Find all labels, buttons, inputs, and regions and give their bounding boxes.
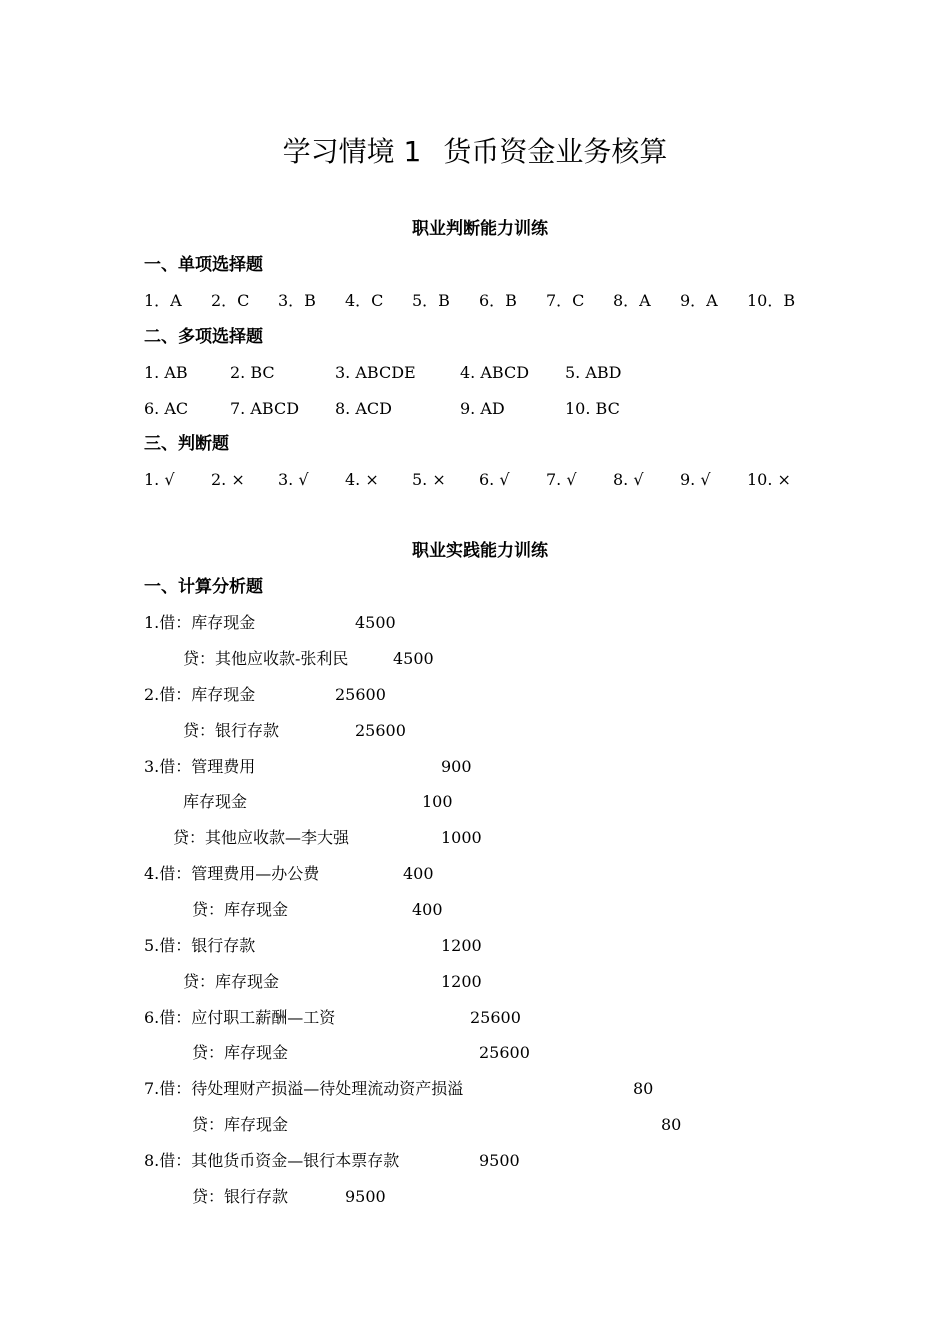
- answer-item: 4. ×: [345, 470, 379, 489]
- single-choice-answers: [0, 289, 950, 313]
- journal-entry: [0, 862, 950, 886]
- journal-entry: [0, 934, 950, 958]
- entry-label: 5.借：银行存款: [144, 936, 256, 955]
- entry-amount: 25600: [335, 685, 386, 704]
- entry-amount: 80: [661, 1115, 682, 1134]
- answer-item: 9．A: [680, 291, 718, 310]
- journal-entry: [0, 1185, 950, 1209]
- journal-entry: [0, 1077, 950, 1101]
- entry-label: 贷：库存现金: [183, 972, 280, 991]
- journal-entry: [0, 647, 950, 671]
- entry-amount: 1200: [441, 936, 482, 955]
- answer-item: 5. ×: [412, 470, 446, 489]
- entry-amount: 1000: [441, 828, 482, 847]
- journal-entry: [0, 719, 950, 743]
- entry-amount: 25600: [470, 1008, 521, 1027]
- answer-item: 8. ACD: [335, 399, 392, 418]
- journal-entry: [0, 1041, 950, 1065]
- entry-label: 8.借：其他货币资金—银行本票存款: [144, 1151, 400, 1170]
- answer-item: 7．C: [546, 291, 585, 310]
- journal-entry: [0, 1006, 950, 1030]
- answer-item: 9. AD: [460, 399, 505, 418]
- answer-item: 2. BC: [230, 363, 275, 382]
- answer-item: 8. √: [613, 470, 644, 489]
- answer-item: 8．A: [613, 291, 651, 310]
- entry-amount: 80: [633, 1079, 654, 1098]
- entry-amount: 9500: [345, 1187, 386, 1206]
- journal-entry: [0, 683, 950, 707]
- entry-label: 库存现金: [183, 792, 248, 811]
- answer-item: 3．B: [278, 291, 316, 310]
- entry-label: 贷：银行存款: [192, 1187, 289, 1206]
- heading-multi-choice: 二、多项选择题: [144, 327, 263, 347]
- answer-item: 2. ×: [211, 470, 245, 489]
- entry-amount: 9500: [479, 1151, 520, 1170]
- answer-item: 2．C: [211, 291, 250, 310]
- chapter-number: 学习情境 1: [282, 135, 422, 168]
- entry-label: 贷：库存现金: [192, 1043, 289, 1062]
- answer-item: 4．C: [345, 291, 384, 310]
- answer-item: 5. ABD: [565, 363, 622, 382]
- answer-item: 6. √: [479, 470, 510, 489]
- entry-label: 贷：其他应收款-张利民: [183, 649, 349, 668]
- answer-item: 10. ×: [747, 470, 791, 489]
- entry-amount: 900: [441, 757, 472, 776]
- chapter-title: 货币资金业务核算: [443, 135, 668, 168]
- multi-choice-answers-row1: [0, 361, 950, 385]
- answer-item: 7. ABCD: [230, 399, 300, 418]
- multi-choice-answers-row2: [0, 397, 950, 421]
- answer-item: 10. BC: [565, 399, 620, 418]
- answer-item: 1. √: [144, 470, 175, 489]
- entry-amount: 25600: [479, 1043, 530, 1062]
- entry-label: 贷：其他应收款—李大强: [173, 828, 350, 847]
- entry-amount: 400: [403, 864, 434, 883]
- entry-amount: 1200: [441, 972, 482, 991]
- heading-single-choice: 一、单项选择题: [144, 255, 263, 275]
- answer-item: 1. AB: [144, 363, 188, 382]
- answer-item: 6. AC: [144, 399, 189, 418]
- answer-item: 7. √: [546, 470, 577, 489]
- section-title-practice: 职业实践能力训练: [412, 541, 548, 561]
- heading-true-false: 三、判断题: [144, 434, 229, 454]
- page-title: [0, 132, 950, 172]
- entry-amount: 100: [422, 792, 453, 811]
- journal-entry: [0, 1149, 950, 1173]
- answer-item: 4. ABCD: [460, 363, 530, 382]
- entry-amount: 25600: [355, 721, 406, 740]
- answer-item: 6．B: [479, 291, 517, 310]
- entry-label: 4.借：管理费用—办公费: [144, 864, 320, 883]
- journal-entry: [0, 611, 950, 635]
- entry-label: 贷：库存现金: [192, 900, 289, 919]
- entry-amount: 4500: [355, 613, 396, 632]
- answer-item: 10．B: [747, 291, 796, 310]
- heading-calculation: 一、计算分析题: [144, 577, 263, 597]
- entry-label: 3.借：管理费用: [144, 757, 256, 776]
- entry-amount: 400: [412, 900, 443, 919]
- answer-item: 1．A: [144, 291, 182, 310]
- answer-item: 5．B: [412, 291, 450, 310]
- entry-label: 6.借：应付职工薪酬—工资: [144, 1008, 336, 1027]
- answer-item: 9. √: [680, 470, 711, 489]
- answer-item: 3. ABCDE: [335, 363, 416, 382]
- entry-label: 贷：库存现金: [192, 1115, 289, 1134]
- journal-entry: [0, 755, 950, 779]
- entry-label: 7.借：待处理财产损溢—待处理流动资产损溢: [144, 1079, 464, 1098]
- entry-label: 1.借：库存现金: [144, 613, 256, 632]
- journal-entry: [0, 826, 950, 850]
- journal-entry: [0, 1113, 950, 1137]
- section-title-judgment: 职业判断能力训练: [412, 219, 548, 239]
- journal-entry: [0, 790, 950, 814]
- journal-entry: [0, 970, 950, 994]
- entry-label: 贷：银行存款: [183, 721, 280, 740]
- journal-entry: [0, 898, 950, 922]
- answer-item: 3. √: [278, 470, 309, 489]
- entry-label: 2.借：库存现金: [144, 685, 256, 704]
- true-false-answers: [0, 468, 950, 492]
- entry-amount: 4500: [393, 649, 434, 668]
